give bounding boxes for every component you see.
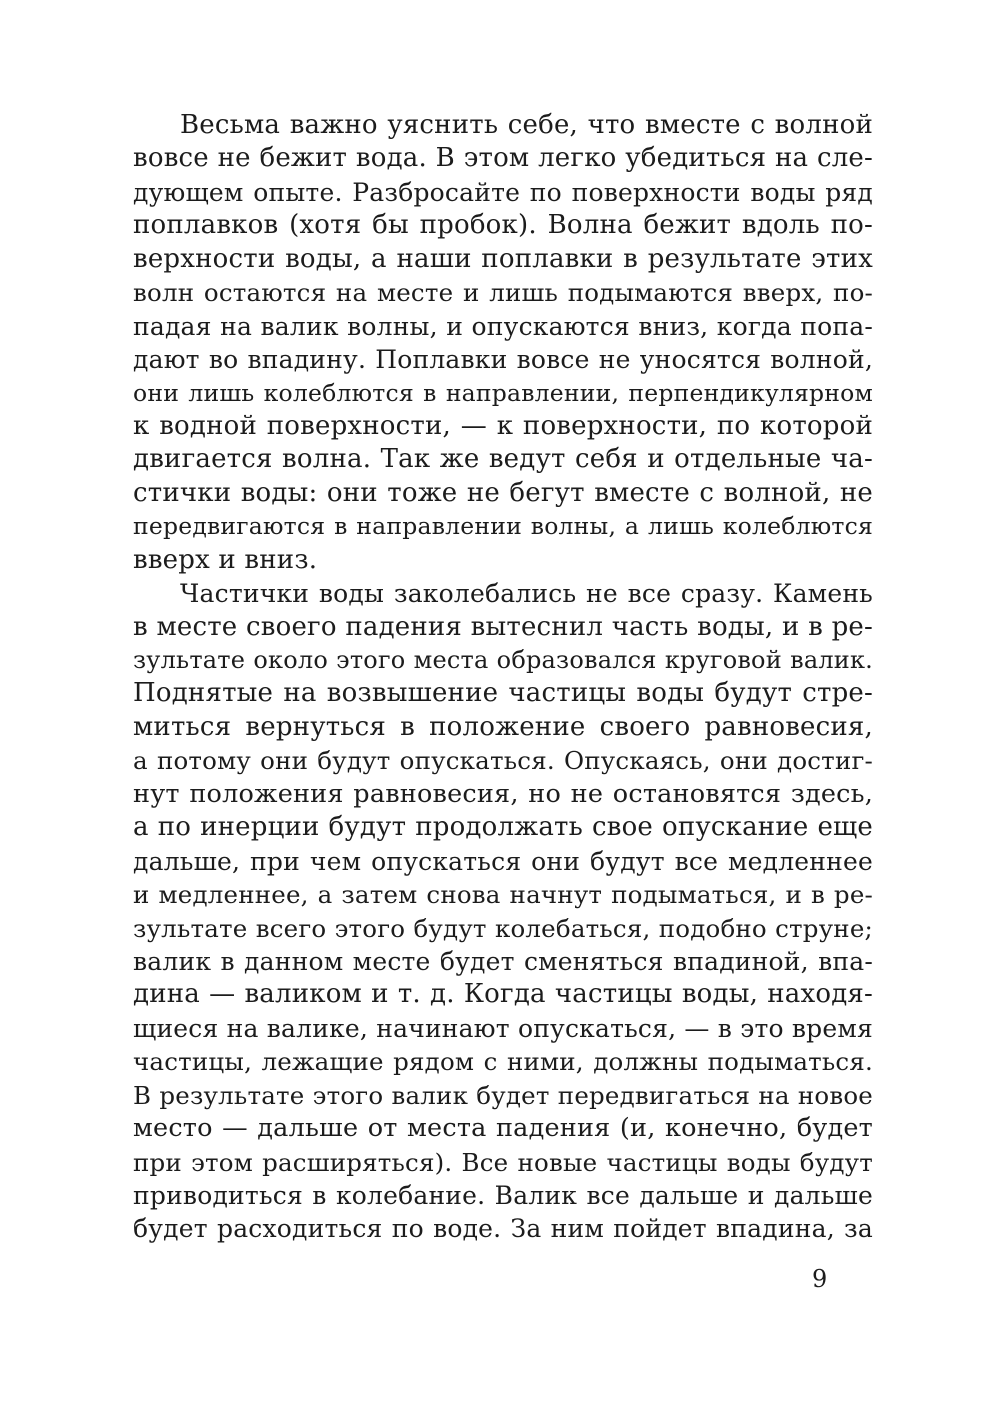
text-line: дают во впадину. Поплавки вовсе не уносятся волной, [133,345,873,375]
text-line: место — дальше от места падения (и, конечно, будет [133,1113,873,1144]
text-line: Весьма важно уяснить себе, что вместе с волной [180,110,873,140]
text-line: миться вернуться в положение своего равновесия, [133,711,873,742]
text-line: а по инерции будут продолжать свое опускание еще [133,812,873,843]
text-line: Поднятые на возвышение частицы воды будут стре- [133,678,873,709]
text-line: будет расходиться по воде. За ним пойдет впадина, за [133,1214,873,1244]
text-line: Частички воды заколебались не все сразу. Камень [180,579,873,609]
text-line: щиеся на валике, начинают опускаться, — в это время [133,1013,873,1043]
text-line: дина — валиком и т. д. Когда частицы воды, находя- [133,979,873,1010]
body-text [133,109,873,1246]
text-line: падая на валик волны, и опускаются вниз, когда попа- [133,311,873,341]
text-line: они лишь колеблются в направлении, перпендикулярном [133,378,873,407]
text-line: зультате около этого места образовался круговой валик. [133,646,873,674]
text-line: частицы, лежащие рядом с ними, должны подыматься. [133,1047,873,1077]
paragraph-1 [133,109,873,577]
text-line: валик в данном месте будет сменяться впадиной, впа- [133,946,873,976]
text-line: передвигаются в направлении волны, а лишь колеблются [133,512,873,541]
page-number: 9 [812,1265,828,1293]
text-line: поплавков (хотя бы пробок). Волна бежит вдоль по- [133,210,873,241]
text-line: при этом расширяться). Все новые частицы воды будут [133,1147,873,1177]
text-line: к водной поверхности, — к поверхности, по которой [133,410,873,441]
text-line: дующем опыте. Разбросайте по поверхности воды ряд [133,177,873,207]
text-line: вовсе не бежит вода. В этом легко убедиться на сле- [133,143,873,174]
text-line: зультате всего этого будут колебаться, подобно струне; [133,913,873,943]
text-line: вверх и вниз. [133,544,318,575]
text-line: дальше, при чем опускаться они будут все медленнее [133,846,873,876]
text-line: нут положения равновесия, но не остановятся здесь, [133,778,873,809]
text-line: верхности воды, а наши поплавки в результате этих [133,243,873,274]
text-line: и медленнее, а затем снова начнут подыматься, и в ре- [133,880,873,910]
text-line: в месте своего падения вытеснил часть воды, и в ре- [133,611,873,642]
text-line: а потому они будут опускаться. Опускаясь, они достиг- [133,746,873,776]
text-line: двигается волна. Так же ведут себя и отдельные ча- [133,444,873,475]
text-line: приводиться в колебание. Валик все дальше и дальше [133,1181,873,1210]
text-line: стички воды: они тоже не бегут вместе с волной, не [133,477,873,508]
text-line: В результате этого валик будет передвигаться на новое [133,1080,873,1110]
paragraph-2 [133,577,873,1246]
text-line: волн остаются на месте и лишь подымаются вверх, по- [133,278,873,308]
